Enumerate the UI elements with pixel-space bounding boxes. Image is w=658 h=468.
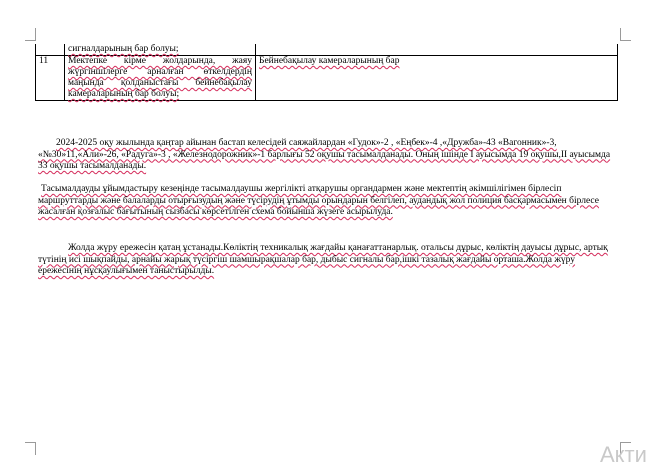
corner-mark-top-left [25,28,36,41]
corner-mark-bottom-left [25,442,36,455]
corner-mark-top-right [620,28,631,41]
table-row [36,44,618,56]
table-cell-result[interactable] [256,56,618,101]
paragraph-organization[interactable] [38,184,618,219]
table-cell-criterion[interactable] [65,56,256,101]
table-cell-num[interactable] [36,44,65,56]
paragraph-text: Тасымалдауды ұйымдастыру кезеңінде тасымалдаушы жергілікті атқарушы органдармен және мектептің әкімшілігімен бірлесіп маршруттарды және балаларды отырғызудың және түсірудің ұтымды орындарын белгілеп, аудандық жол полиция басқармасымен бірлесе жасалған қозғалыс бағытының сызбасы көрсетілген схема бойынша жүзеге асырылуда. [38,184,599,217]
table-row [36,56,618,101]
table-cell-criterion[interactable] [65,44,256,56]
paragraph-text: 2024-2025 оқу жылында қаңтар айынан бастап келесідей саяжайлардан «Гудок»-2 , «Еңбек»-4 ,«Дружба»-43 «Вагонник»-3, «№30»11,«Али»-26, «Радуга»-3 , «Железнодорожник»-1 барлығы 52 оқушы тасымалданады. Оның ішінде I ауысымда 19 оқушы,II ауысымда 33 оқушы тасымалданады. [38,138,611,171]
paragraph-traffic-rules[interactable] [38,243,618,278]
activation-watermark: Акти [600,442,647,467]
table-cell-num[interactable]: 11 [36,56,65,101]
paragraph-transport-stats[interactable] [38,138,618,173]
result-text: Бейнебақылау камераларының бар [259,56,400,66]
table-cell-result[interactable] [256,44,618,56]
criteria-table [35,44,618,101]
criterion-text: Мектепке кірме жолдарында, жаяу жүргіншілерге арналған өткелдердің маңында қолданыстағы бейнебақылау камераларының бар болуы; [68,56,252,99]
criterion-text: сигналдарының бар болуы; [68,44,179,54]
paragraph-text: Жолда жүру ережесін қатаң ұстанады.Көліктің техникалық жағдайы қанағаттанарлық. отальсы дұрыс, көліктің дауысы дұрыс, артық түтінің исі шықпайды, арнайы жарық түсіргіш шамшырақшалар бар, дыбыс сигналы бар,ішкі тазалық жағдайы орташа.Жолда жүру ережесінің нұсқаулығымен таныстырылды. [38,243,608,276]
